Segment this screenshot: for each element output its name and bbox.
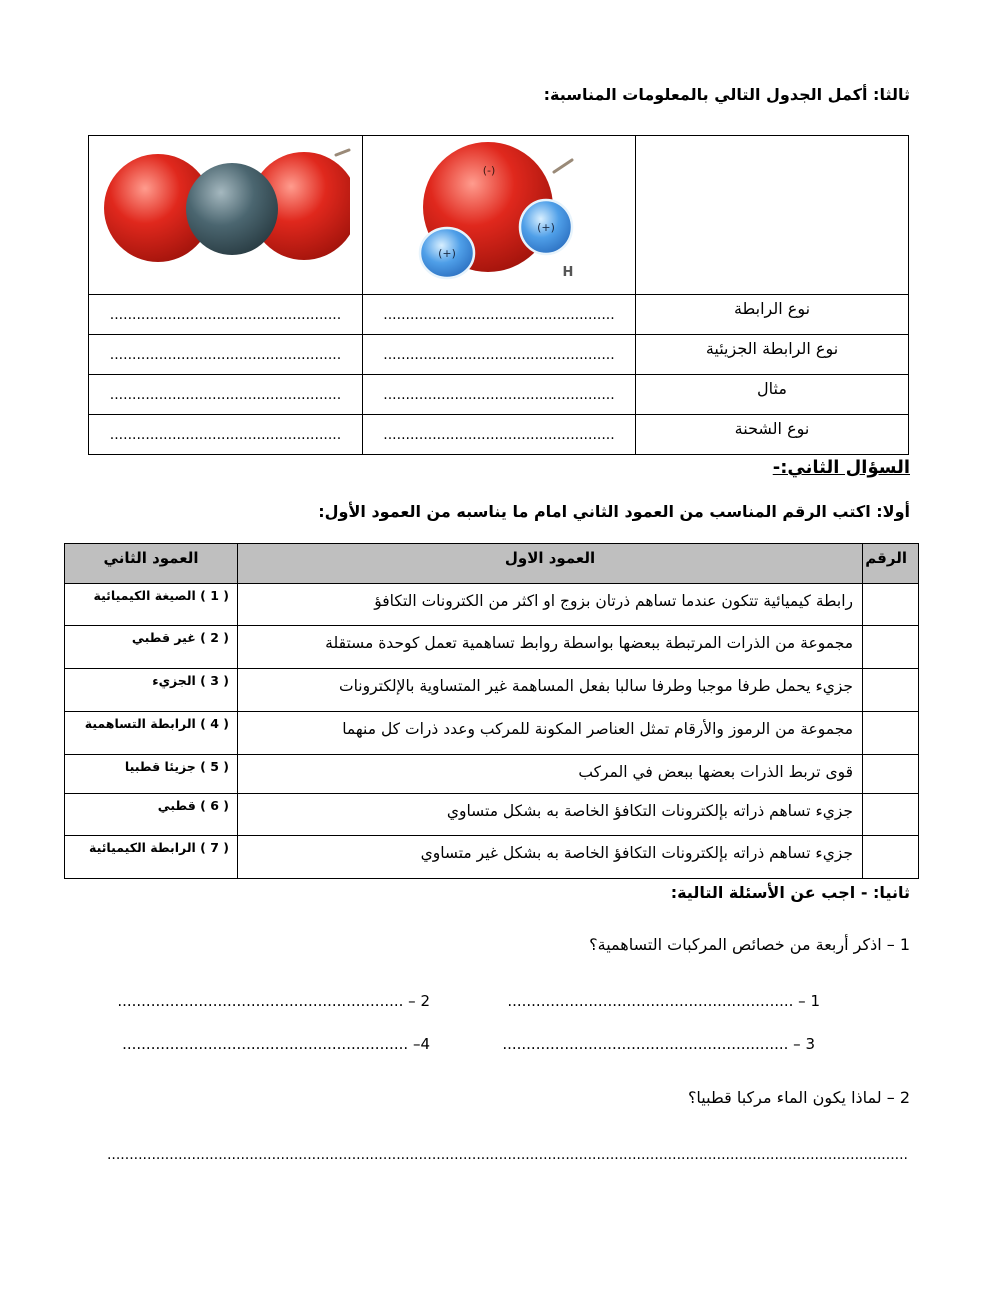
question2-title: السؤال الثاني:-	[772, 457, 910, 478]
oxygen-charge-label: (-)	[482, 164, 496, 177]
co2-answer-blank: ....................................................	[89, 375, 363, 415]
table1-image-row	[89, 136, 909, 295]
table1-row-label: مثال	[636, 375, 909, 415]
number-cell	[863, 836, 919, 879]
option-cell: ( 7 ) الرابطة الكيميائية	[65, 836, 238, 879]
first-column-header: العمود الاول	[238, 544, 863, 584]
bond-stub	[336, 150, 349, 155]
statement-cell: قوى تربط الذرات بعضها ببعض في المركب	[238, 755, 863, 794]
answer-line-4: 4– ............................................................	[122, 1035, 430, 1053]
match-row	[65, 669, 919, 712]
option-cell: ( 3 ) الجزيء	[65, 669, 238, 712]
bond-stub	[554, 160, 572, 172]
option-cell: ( 5 ) جزيئا قطبيا	[65, 755, 238, 794]
question-2-text: 2 – لماذا يكون الماء مركبا قطبيا؟	[687, 1088, 910, 1107]
option-cell: ( 4 ) الرابطة التساهمية	[65, 712, 238, 755]
water-model-cell	[363, 136, 636, 295]
part2-heading: ثانيا: - اجب عن الأسئلة التالية:	[670, 883, 910, 902]
match-row	[65, 584, 919, 626]
statement-cell: جزيء يحمل طرفا موجبا وطرفا سالبا بفعل المساهمة غير المتساوية بالإلكترونات	[238, 669, 863, 712]
water-answer-blank: ....................................................	[363, 335, 636, 375]
water-answer-blank: ....................................................	[363, 295, 636, 335]
statement-cell: رابطة كيميائية تتكون عندما تساهم ذرتان بزوج او اكثر من الكترونات التكافؤ	[238, 584, 863, 626]
number-cell	[863, 584, 919, 626]
matching-table-header	[65, 544, 919, 584]
statement-cell: مجموعة من الذرات المرتبطة ببعضها بواسطة روابط تساهمية تعمل كوحدة مستقلة	[238, 626, 863, 669]
table1-row	[89, 415, 909, 455]
water-answer-blank: ....................................................	[363, 415, 636, 455]
statement-cell: جزيء تساهم ذراته بإلكترونات التكافؤ الخاصة به بشكل غير متساوي	[238, 836, 863, 879]
matching-table	[64, 543, 919, 879]
part1-instruction: أولا: اكتب الرقم المناسب من العمود الثاني امام ما يناسبه من العمود الأول:	[318, 502, 910, 521]
number-cell	[863, 626, 919, 669]
question-2-answer-line: ....................................................................................................................................................................................	[106, 1147, 908, 1163]
option-cell: ( 6 ) قطبي	[65, 794, 238, 836]
bond-types-table	[88, 135, 909, 455]
hydrogen-right-charge-label: (+)	[537, 221, 555, 234]
hydrogen-left-charge-label: (+)	[438, 247, 456, 260]
table1-row-label: نوع الرابطة	[636, 295, 909, 335]
water-molecule-model	[363, 136, 636, 294]
hydrogen-symbol-label: H	[562, 265, 574, 280]
co2-answer-blank: ....................................................	[89, 415, 363, 455]
water-answer-blank: ....................................................	[363, 375, 636, 415]
match-row	[65, 836, 919, 879]
second-column-header: العمود الثاني	[65, 544, 238, 584]
match-row	[65, 755, 919, 794]
number-cell	[863, 669, 919, 712]
carbon-dioxide-molecule-model	[89, 136, 363, 294]
number-column-header: الرقم	[863, 544, 919, 584]
match-row	[65, 712, 919, 755]
section3-heading: ثالثا: أكمل الجدول التالي بالمعلومات المناسبة:	[543, 85, 910, 104]
table1-row-label: نوع الرابطة الجزيئية	[636, 335, 909, 375]
question-1-text: 1 – اذكر أربعة من خصائص المركبات التساهمية؟	[589, 935, 910, 954]
table1-row-label: نوع الشحنة	[636, 415, 909, 455]
co2-model-cell	[89, 136, 363, 295]
number-cell	[863, 712, 919, 755]
answer-line-1: 1 – ............................................................	[507, 992, 820, 1010]
table1-corner-cell	[636, 136, 909, 295]
table1-row	[89, 375, 909, 415]
option-cell: ( 1 ) الصيغة الكيميائية	[65, 584, 238, 626]
match-row	[65, 626, 919, 669]
statement-cell: مجموعة من الرموز والأرقام تمثل العناصر المكونة للمركب وعدد ذرات كل منهما	[238, 712, 863, 755]
answer-line-2: 2 – ............................................................	[117, 992, 430, 1010]
co2-answer-blank: ....................................................	[89, 335, 363, 375]
statement-cell: جزيء تساهم ذراته بإلكترونات التكافؤ الخاصة به بشكل متساوي	[238, 794, 863, 836]
number-cell	[863, 794, 919, 836]
option-cell: ( 2 ) غير قطبي	[65, 626, 238, 669]
number-cell	[863, 755, 919, 794]
carbon-atom	[186, 163, 278, 255]
table1-row	[89, 335, 909, 375]
match-row	[65, 794, 919, 836]
co2-answer-blank: ....................................................	[89, 295, 363, 335]
table1-row	[89, 295, 909, 335]
answer-line-3: 3 – ............................................................	[502, 1035, 815, 1053]
